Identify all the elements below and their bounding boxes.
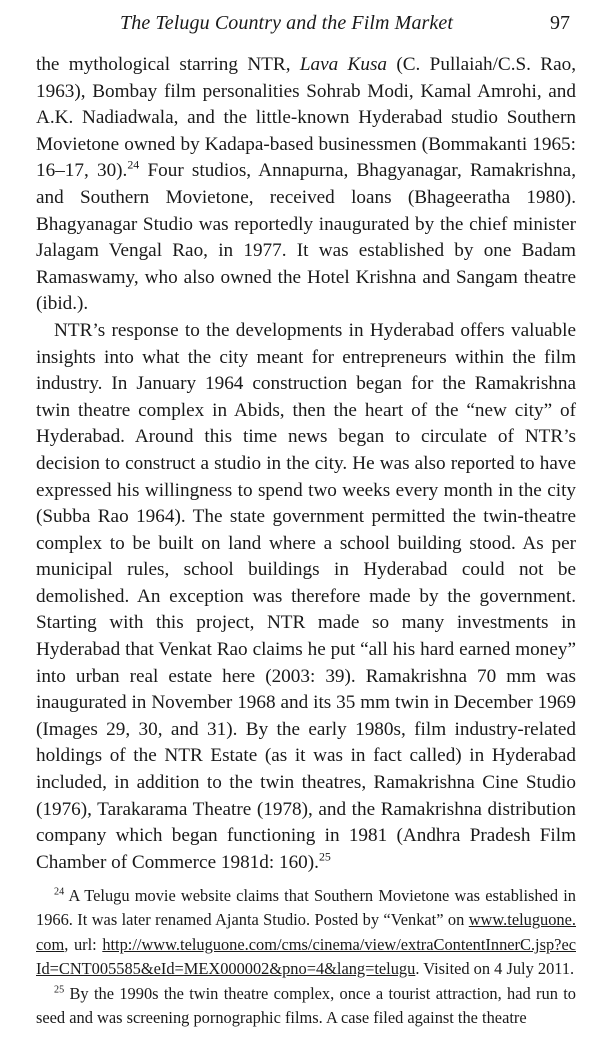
footnote-number-24: 24 bbox=[54, 886, 65, 898]
running-head bbox=[0, 12, 600, 42]
footnote-25-text: By the 1990s the twin theatre complex, once a tourist attraction, had run to seed and was screening pornographic films. A case filed against the theatre bbox=[36, 983, 576, 1028]
footnote-24-url-link[interactable]: http://www.teluguone.com/cms/cinema/view/extraContentInnerC.jsp?ecId=CNT005585&eId=MEX000002&pno=4&lang=telugu bbox=[36, 934, 576, 979]
footnote-24 bbox=[36, 884, 576, 982]
paragraph-ntr-response bbox=[36, 318, 576, 876]
paragraph-1-text-a: the mythological starring NTR, bbox=[36, 54, 300, 75]
footnote-ref-25: 25 bbox=[318, 849, 331, 864]
footnote-24-text-b: . Visited on 4 July 2011. bbox=[415, 959, 575, 979]
page-number: 97 bbox=[550, 12, 570, 34]
paragraph-1-text-b: (C. Pullaiah/C.S. Rao, 1963), Bombay film personalities Sohrab Modi, Kamal Amrohi, and A.K. Nadiadwala, and the little-known Hyderabad studio Southern Movietone owned by Kadapa-based businessmen (Bommakanti 1965: 16–17, 30). bbox=[36, 54, 577, 182]
body-text bbox=[36, 52, 576, 876]
footnotes bbox=[36, 884, 576, 1030]
footnote-25 bbox=[36, 982, 576, 1031]
footnote-number-25: 25 bbox=[54, 984, 65, 996]
footnote-24-text-a: A Telugu movie website claims that Southern Movietone was established in 1966. It was later renamed Ajanta Studio. Posted by “Venkat” on bbox=[36, 886, 576, 930]
paragraph-continued bbox=[36, 52, 576, 318]
footnote-ref-24: 24 bbox=[127, 158, 140, 172]
running-title: The Telugu Country and the Film Market bbox=[120, 12, 454, 34]
paragraph-1-text-c: Four studios, Annapurna, Bhagyanagar, Ramakrishna, and Southern Movietone, received loans (Bhageeratha 1980). Bhagyanagar Studio was reportedly inaugurated by the chief minister Jalagam Vengal Rao, in 1977. It was established by one Badam Ramaswamy, who also owned the Hotel Krishna and Sangam theatre (ibid.). bbox=[36, 160, 576, 315]
footnote-24-url-label: , url: bbox=[64, 934, 103, 954]
paragraph-2-text: NTR’s response to the developments in Hyderabad offers valuable insights into what the city meant for entrepreneurs within the film industry. In January 1964 construction began for the Ramakrishna twin theatre complex in Abids, then the heart of the “new city” of Hyderabad. Around this time news began to circulate of NTR’s decision to construct a studio in the city. He was also reported to have expressed his willingness to spend two weeks every month in the city (Subba Rao 1964). The state government permitted the twin-theatre complex to be built on land where a school building stood. As per municipal rules, school buildings in Hyderabad could not be demolished. An exception was therefore made by the government. Starting with this project, NTR made so many investments in Hyderabad that Venkat Rao claims he put “all his hard earned money” into urban real estate here (2003: 39). Ramakrishna 70 mm was inaugurated in November 1968 and its 35 mm twin in December 1969 (Images 29, 30, and 31). By the early 1980s, film industry-related holdings of the NTR Estate (as it was in fact called) in Hyderabad included, in addition to the twin theatres, Ramakrishna Cine Studio (1976), Tarakarama Theatre (1978), and the Ramakrishna distribution company which began functioning in 1981 (Andhra Pradesh Film Chamber of Commerce 1981d: 160). bbox=[36, 319, 576, 873]
footnote-24-site-link[interactable]: www.teluguone.com bbox=[36, 910, 576, 954]
film-title-lava-kusa: Lava Kusa bbox=[299, 54, 388, 75]
